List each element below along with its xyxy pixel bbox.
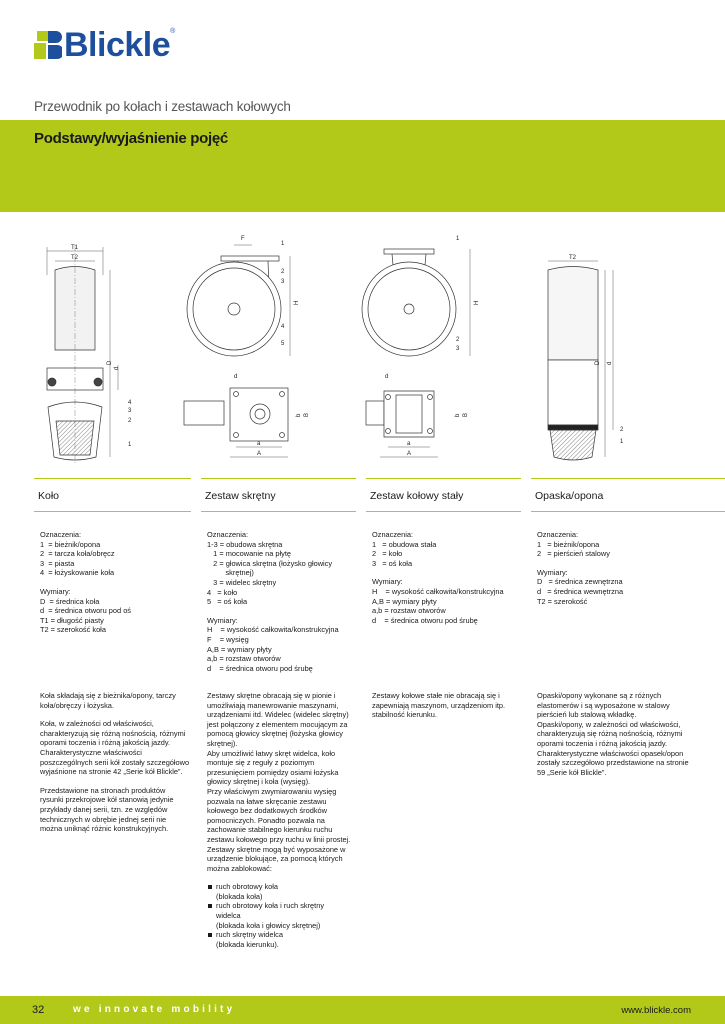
page-subtitle: Przewodnik po kołach i zestawach kołowych (34, 99, 291, 114)
footer-url[interactable]: www.blickle.com (621, 1005, 691, 1016)
svg-text:d: d (234, 374, 238, 380)
svg-text:a: a (407, 441, 411, 447)
column-fixed-text: Zestawy kołowe stałe nie obracają się i zapewniają maszynom, urządzeniom itp. stabilność kierunku. (372, 691, 506, 720)
page-number: 32 (32, 1004, 45, 1016)
svg-text:1: 1 (620, 439, 624, 445)
column-tyre (537, 530, 697, 615)
footer-bar (0, 996, 725, 1024)
designations: Oznaczenia: 1-3 = obudowa skrętna 1 = mocowanie na płytę 2 = głowica skrętna (łożysko głowicy skrętnej) 3 = widelec skrętny 4 = koło 5 = oś koła (207, 530, 333, 607)
svg-text:B: B (304, 412, 310, 417)
svg-text:2: 2 (456, 337, 460, 343)
dimensions: Wymiary: H = wysokość całkowita/konstrukcyjna A,B = wymiary płyty a,b = rozstaw otworów d = średnica otworu pod śrubę (372, 577, 504, 625)
designations: Oznaczenia: 1 = obudowa stała 2 = koło 3 = oś koła (372, 530, 437, 568)
svg-text:F: F (241, 236, 245, 242)
column-heading-fixed: Zestaw kołowy stały (366, 478, 521, 512)
page-title: Podstawy/wyjaśnienie pojęć (34, 130, 228, 147)
column-heading-tyre: Opaska/opona (531, 478, 725, 512)
dimensions: Wymiary: D = średnica koła d = średnica otworu pod oś T1 = długość piasty T2 = szerokość koła (40, 586, 132, 635)
column-fixed (372, 530, 522, 634)
svg-text:2: 2 (128, 418, 132, 424)
svg-text:A: A (407, 451, 412, 457)
logo-wordmark: Blickle (64, 26, 171, 64)
column-tyre-text: Opaski/opony wykonane są z różnych elastomerów i są wyposażone w stalowy pierścień lub stalową wkładkę. Opaski/opony, w zależności od właściwości, charakteryzują się różną nośnością, różnymi oporami toczenia i różną jakością jazdy. Charakterystyczne właściwości opasek/opon zostały szczegółowo przedstawione na stronie 59 „Serie kół Blickle”. (537, 691, 689, 777)
svg-text:1: 1 (128, 442, 132, 448)
technical-drawings (0, 225, 725, 480)
svg-text:H: H (294, 300, 300, 305)
svg-text:D: D (595, 360, 601, 365)
swivel-castor-drawing (184, 236, 310, 457)
svg-text:A: A (257, 451, 262, 457)
list-item: ruch obrotowy koła (blokada koła) (207, 882, 357, 901)
locking-list (207, 882, 357, 949)
registered-mark: ® (170, 28, 176, 35)
svg-text:T2: T2 (569, 255, 577, 261)
list-item: ruch obrotowy koła i ruch skrętny widelca (blokada koła i głowicy skrętnej) (207, 901, 357, 930)
svg-text:1: 1 (281, 241, 285, 247)
dimensions: Wymiary: D = średnica zewnętrzna d = średnica wewnętrzna T2 = szerokość (537, 567, 624, 606)
svg-text:3: 3 (128, 408, 132, 414)
D-label: D (107, 360, 113, 365)
column-heading-wheel: Koło (34, 478, 191, 512)
blickle-logo (34, 28, 175, 62)
svg-text:B: B (463, 412, 469, 417)
column-wheel (40, 530, 190, 644)
column-wheel-text: Koła składają się z bieżnika/opony, tarczy koła/obręczy i łożyska. Koła, w zależności od właściwości, charakteryzują się różną nośnością, różnymi oporami toczenia i różną jakością jazdy. Charakterystyczne właściwości poszczególnych serii kół zostały szczegółowo wyjaśnione na stronie 42 „Serie kół Blickle”. Przedstawione na stronach produktów rysunki przekrojowe kół stanowią jedynie przykłady danej serii, tzn. ze względów technicznych w obrębie jednej serii nie można uniknąć różnic konstrukcyjnych. (40, 691, 190, 834)
t2-label: T2 (71, 255, 79, 261)
svg-text:H: H (474, 300, 480, 305)
svg-text:a: a (257, 441, 261, 447)
svg-text:4: 4 (281, 324, 285, 330)
t1-label: T1 (71, 245, 79, 251)
column-heading-swivel: Zestaw skrętny (201, 478, 356, 512)
fixed-castor-drawing (362, 236, 480, 457)
svg-text:b: b (455, 413, 461, 417)
svg-text:d: d (607, 361, 613, 365)
svg-text:4: 4 (128, 400, 132, 406)
wheel-section-drawing (47, 245, 132, 465)
svg-text:b: b (296, 413, 302, 417)
column-swivel-text: Zestawy skrętne obracają się w pionie i umożliwiają manewrowanie maszynami, urządzeniami itd. Widelec (widelec skrętny) jest połączony z elementem mocującym za pomocą głowicy skrętnej (łożyska głowicy skrętnej). Aby umożliwić łatwy skręt widelca, koło montuje się z reguły z poziomym przesunięciem pomiędzy osiami łożyska głowicy skrętnej i koła (wysięg). Przy właściwym zwymiarowaniu wysięg pozwala na łatwe skręcanie zestawu kołowego bez dodatkowych środków pomocniczych. Ponadto pozwala na zachowanie stabilnego kierunku ruchu zestawu kołowego przy ruchu w linii prostej. Zestawy skrętne mogą być wyposażone w urządzenie blokujące, za pomocą których można zablokować: ruch obrotowy koła (blokada koła) ruch obrotowy koła i ruch skrętny widelca (blokada koła i głowicy skrętnej) ruch skrętny widelca (blokada kierunku). (207, 691, 357, 949)
title-band (0, 120, 725, 212)
svg-text:1: 1 (456, 236, 460, 242)
dimensions: Wymiary: H = wysokość całkowita/konstrukcyjna F = wysięg A,B = wymiary płyty a,b = rozstaw otworów d = średnica otworu pod śrubę (207, 615, 339, 673)
designations: Oznaczenia: 1 = bieżnik/opona 2 = tarcza koła/obręcz 3 = piasta 4 = łożyskowanie koła (40, 530, 115, 578)
designations: Oznaczenia: 1 = bieżnik/opona 2 = pierścień stalowy (537, 530, 610, 559)
list-item: ruch skrętny widelca (blokada kierunku). (207, 930, 357, 949)
tyre-drawing (548, 255, 624, 460)
logo-mark-icon (34, 31, 62, 59)
svg-text:d: d (385, 374, 389, 380)
svg-text:2: 2 (281, 269, 285, 275)
svg-text:3: 3 (281, 279, 285, 285)
footer-tagline: we innovate mobility (73, 1004, 236, 1015)
svg-text:3: 3 (456, 346, 460, 352)
svg-text:2: 2 (620, 427, 624, 433)
svg-text:5: 5 (281, 341, 285, 347)
d-label: d (114, 366, 120, 370)
column-swivel (207, 530, 357, 682)
